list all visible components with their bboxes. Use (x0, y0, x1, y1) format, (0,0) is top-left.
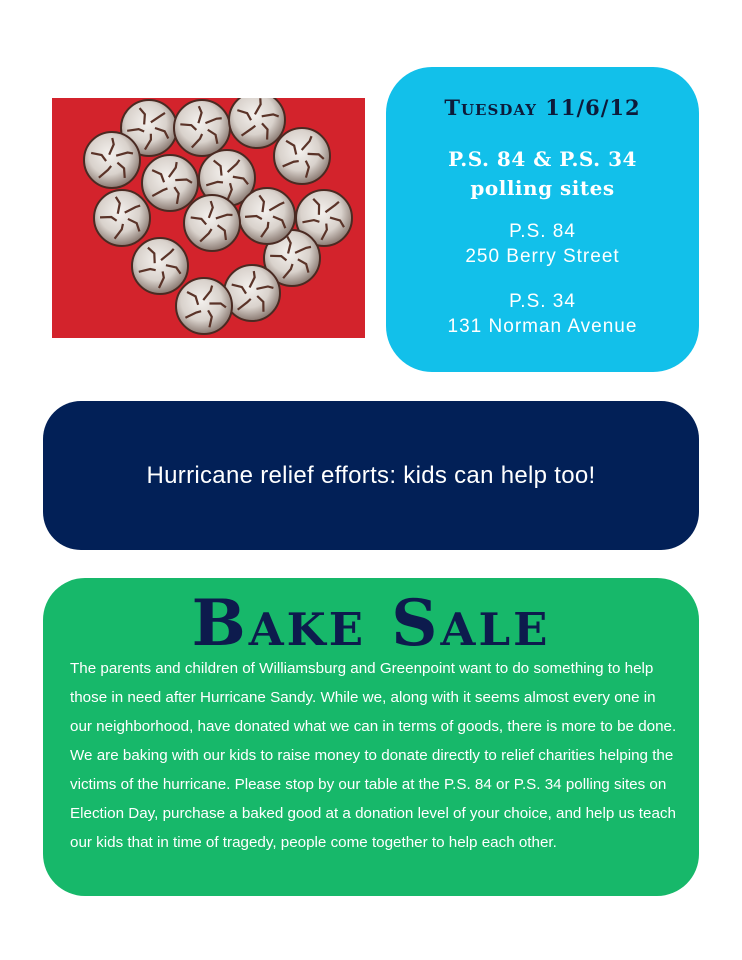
bake-sale-title: Bake Sale (191, 586, 551, 661)
location-address: 131 Norman Avenue (447, 316, 638, 337)
banner-text: Hurricane relief efforts: kids can help too! (146, 461, 596, 489)
cookie-shape (229, 98, 285, 148)
polling-sites-heading: P.S. 84 & P.S. 34 polling sites (448, 147, 637, 200)
location-ps84 (386, 219, 699, 269)
location-name: P.S. 34 (509, 291, 576, 312)
event-info-box (386, 67, 699, 372)
location-name: P.S. 84 (509, 221, 576, 242)
location-address: 250 Berry Street (465, 246, 620, 267)
bake-sale-box (43, 578, 699, 896)
location-ps34 (386, 289, 699, 339)
bake-sale-description: The parents and children of Williamsburg and Greenpoint want to do something to help those in need after Hurricane Sandy. While we, along with it seems almost every one in our neighborhood, have donated what we can in terms of goods, there is more to be done. We are baking with our kids to raise money to donate directly to relief charities helping the victims of the hurricane. Please stop by our table at the P.S. 84 or P.S. 34 polling sites on Election Day, purchase a baked good at a donation level of your choice, and help us teach our kids that in time of tragedy, people come together to help each other. (70, 660, 677, 851)
cookie-shape (142, 155, 198, 211)
cookie-heart-photo (52, 98, 365, 338)
hurricane-relief-banner (43, 401, 699, 550)
event-date: Tuesday 11/6/12 (444, 95, 641, 120)
crinkle-cookies-image (52, 98, 365, 338)
cookie-shape (224, 265, 280, 321)
cookie-shape (174, 100, 230, 156)
